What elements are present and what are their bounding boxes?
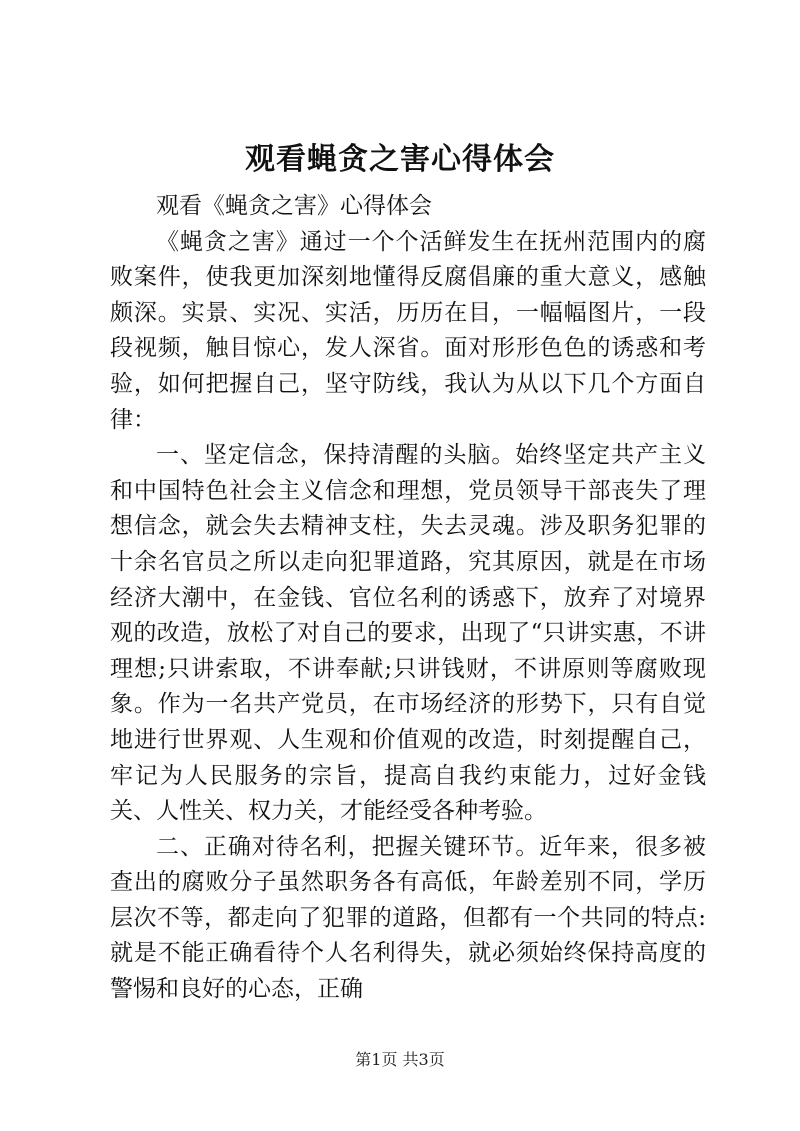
paragraph-subtitle: 观看《蝇贪之害》心得体会 [156,193,432,219]
document-title: 观看蝇贪之害心得体会 [245,142,555,177]
paragraph-point-one: 一、坚定信念，保持清醒的头脑。始终坚定共产主义和中国特色社会主义信念和理想，党员领导干部丧失了理想信念，就会失去精神支柱，失去灵魂。涉及职务犯罪的十余名官员之所以走向犯罪道路，究其原因，就是在市场经济大潮中，在金钱、官位名利的诱惑下，放弃了对境界观的改造，放松了对自己的要求，出现了“只讲实惠，不讲理想;只讲索取，不讲奉献;只讲钱财，不讲原则等腐败现象。作为一名共产党员，在市场经济的形势下，只有自觉地进行世界观、人生观和价值观的改造，时刻提醒自己，牢记为人民服务的宗旨，提高自我约束能力，过好金钱关、人性关、权力关，才能经受各种考验。 [110,442,706,825]
page-number: 第1页 共3页 [355,1050,445,1069]
paragraph-point-two: 二、正确对待名利，把握关键环节。近年来，很多被查出的腐败分子虽然职务各有高低，年龄差别不同，学历层次不等，都走向了犯罪的道路，但都有一个共同的特点:就是不能正确看待个人名利得失，就必须始终保持高度的警惕和良好的心态，正确 [110,833,706,1003]
paragraph-intro: 《蝇贪之害》通过一个个活鲜发生在抚州范围内的腐败案件，使我更加深刻地懂得反腐倡廉的重大意义，感触颇深。实景、实况、实活，历历在目，一幅幅图片，一段段视频，触目惊心，发人深省。面对形形色色的诱惑和考验，如何把握自己，坚守防线，我认为从以下几个方面自律： [110,228,706,433]
document-body [110,189,706,1008]
